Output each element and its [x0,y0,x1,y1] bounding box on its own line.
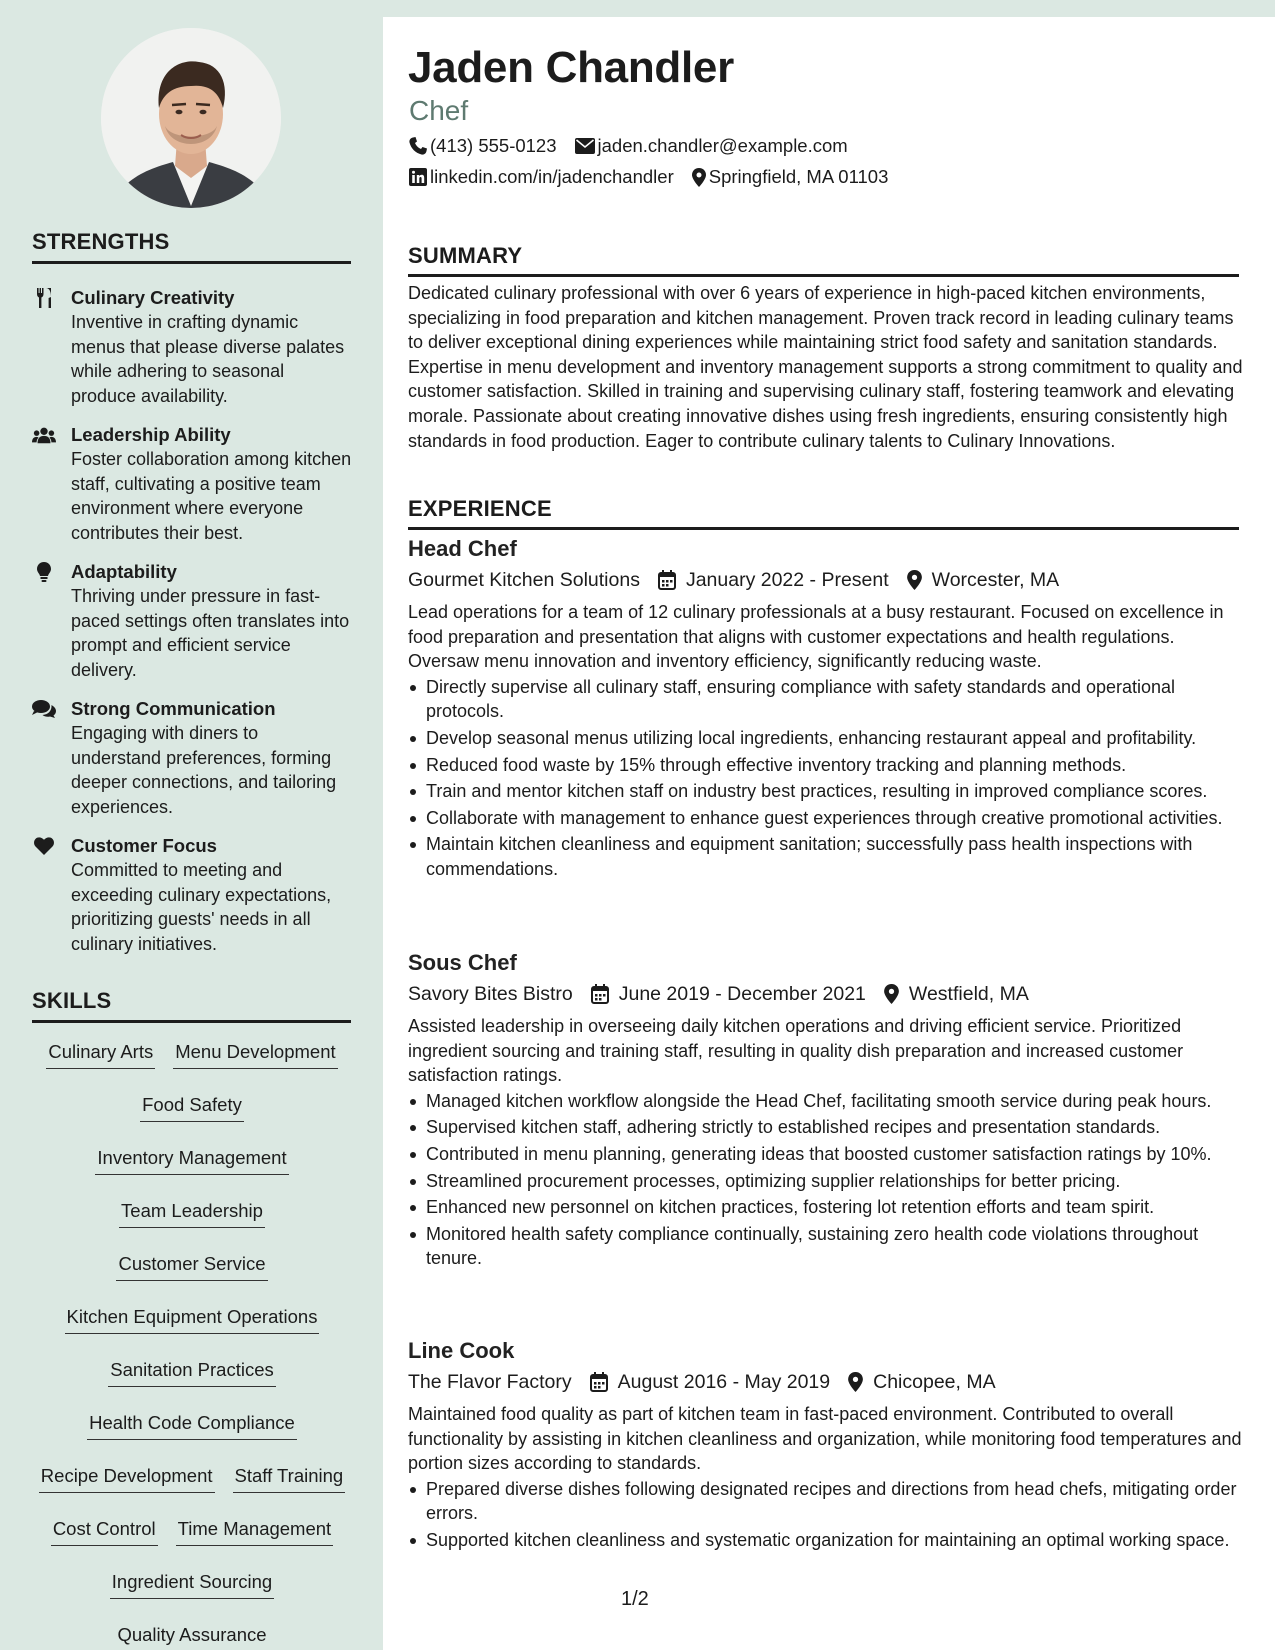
skill-tag: Menu Development [173,1040,337,1069]
linkedin-text[interactable]: linkedin.com/in/jadenchandler [430,166,674,187]
heart-icon [32,835,56,857]
candidate-name: Jaden Chandler [408,43,734,92]
job-dates [591,979,866,1009]
strength-title: Leadership Ability [71,424,231,445]
job-dates [658,565,889,595]
job-dates-text: August 2016 - May 2019 [617,1371,831,1393]
skill-tag: Sanitation Practices [108,1358,276,1387]
location-text: Springfield, MA 01103 [708,166,889,187]
bullet-item: Enhanced new personnel on kitchen practices, fostering lot retention efforts and team spirit. [408,1195,1243,1220]
skills-list [32,1040,352,1650]
email-text[interactable]: jaden.chandler@example.com [597,135,848,156]
job-company: Savory Bites Bistro [408,983,573,1005]
job-location-text: Chicopee, MA [873,1371,996,1393]
job-bullets [408,675,1243,882]
job-company: Gourmet Kitchen Solutions [408,569,640,591]
phone-contact [409,135,557,157]
job-title: Head Chef [408,536,517,561]
bullet-item: Maintain kitchen cleanliness and equipment sanitation; successfully pass health inspections with commendations. [408,832,1243,881]
strength-desc: Thriving under pressure in fast-paced settings often translates into prompt and efficient service delivery. [71,586,350,680]
bullet-item: Directly supervise all culinary staff, ensuring compliance with safety standards and operational protocols. [408,675,1243,724]
strengths-heading: STRENGTHS [32,229,351,264]
skill-tag: Quality Assurance [115,1623,268,1650]
job-location-text: Westfield, MA [908,983,1029,1005]
bullet-item: Supervised kitchen staff, adhering strictly to established recipes and presentation standards. [408,1115,1243,1140]
candidate-role: Chef [409,95,469,126]
job-description: Maintained food quality as part of kitchen team in fast-paced environment. Contributed to overall functionality by assisting in kitchen cleanliness and organization, while monitoring food temperatures and portion sizes according to standards. [408,1404,1242,1474]
sidebar [0,0,383,1650]
phone-icon [409,137,427,155]
skill-tag: Inventory Management [95,1146,288,1175]
skill-tag: Kitchen Equipment Operations [65,1305,320,1334]
bullet-item: Develop seasonal menus utilizing local ingredients, enhancing restaurant appeal and profitability. [408,726,1243,751]
strength-desc: Engaging with diners to understand preferences, forming deeper connections, and tailoring experiences. [71,723,337,817]
strength-desc: Committed to meeting and exceeding culinary expectations, prioritizing guests' needs in all culinary initiatives. [71,860,332,954]
skill-tag: Time Management [176,1517,334,1546]
job-description: Lead operations for a team of 12 culinary professionals at a busy restaurant. Focused on excellence in food preparation and presentation that aligns with customer expectations and health regulations. Oversaw menu innovation and inventory efficiency, significantly reducing waste. [408,602,1224,672]
bullet-item: Contributed in menu planning, generating ideas that boosted customer satisfaction ratings by 10%. [408,1142,1243,1167]
map-marker-icon [907,570,922,590]
bullet-item: Reduced food waste by 15% through effective inventory tracking and planning methods. [408,753,1243,778]
job-location-text: Worcester, MA [931,569,1060,591]
job-entry [408,948,1243,1273]
summary-text: Dedicated culinary professional with over 6 years of experience in high-paced kitchen environments, specializing in food preparation and kitchen management. Proven track record in leading culinary teams to deliver exceptional dining experiences while maintaining strict food safety and sanitation standards. Expertise in menu development and inventory management supports a strong commitment to quality and customer satisfaction. Skilled in training and supervising culinary staff, fostering teamwork and elevating morale. Passionate about creating innovative dishes using fresh ingredients, ensuring consistently high standards in food production. Eager to contribute culinary talents to Culinary Innovations. [408,283,1243,451]
strength-title: Strong Communication [71,698,276,719]
job-title: Sous Chef [408,950,517,975]
bullet-item: Managed kitchen workflow alongside the Head Chef, facilitating smooth service during peak hours. [408,1089,1243,1114]
strength-title: Adaptability [71,561,177,582]
job-location [907,565,1060,595]
job-meta [408,565,1243,595]
skill-tag: Health Code Compliance [87,1411,297,1440]
strength-desc: Foster collaboration among kitchen staff, cultivating a positive team environment where everyone contributes their best. [71,449,352,543]
linkedin-icon [409,168,427,186]
job-meta [408,979,1243,1009]
job-bullets [408,1089,1243,1271]
skill-tag: Team Leadership [119,1199,265,1228]
experience-heading: EXPERIENCE [408,496,1239,530]
skill-tag: Cost Control [51,1517,158,1546]
skill-tag: Customer Service [116,1252,267,1281]
skill-tag: Ingredient Sourcing [110,1570,274,1599]
linkedin-contact[interactable] [409,166,674,188]
bullet-item: Train and mentor kitchen staff on industry best practices, resulting in improved compliance scores. [408,779,1243,804]
job-entry [408,1336,1243,1555]
calendar-icon [591,984,609,1004]
summary-heading: SUMMARY [408,243,1239,277]
profile-photo [101,28,281,208]
job-dates-text: January 2022 - Present [685,569,889,591]
strength-desc: Inventive in crafting dynamic menus that please diverse palates while adhering to seasonal produce availability. [71,312,345,406]
strength-title: Customer Focus [71,835,217,856]
strength-item [32,834,352,956]
job-company: The Flavor Factory [408,1371,572,1393]
map-marker-icon [692,168,706,187]
job-location [884,979,1029,1009]
main-content [383,17,1275,1650]
bullet-item: Monitored health safety compliance continually, sustaining zero health code violations throughout tenure. [408,1222,1243,1271]
utensils-icon [32,287,56,309]
job-description: Assisted leadership in overseeing daily kitchen operations and driving efficient service. Prioritized ingredient sourcing and training staff, resulting in quality dish preparation and increased customer satisfaction ratings. [408,1016,1184,1086]
job-meta [408,1367,1243,1397]
contact-row-2 [409,166,906,188]
strength-item [32,560,352,682]
strength-item [32,423,352,545]
strengths-list [32,286,352,971]
job-dates [590,1367,830,1397]
calendar-icon [658,570,676,590]
bullet-item: Streamlined procurement processes, optimizing supplier relationships for better pricing. [408,1169,1243,1194]
strength-title: Culinary Creativity [71,287,235,308]
job-location [848,1367,995,1397]
bullet-item: Collaborate with management to enhance guest experiences through creative promotional activities. [408,806,1243,831]
contact-row [409,135,866,157]
email-contact[interactable] [575,135,848,157]
calendar-icon [590,1372,608,1392]
skill-tag: Culinary Arts [46,1040,155,1069]
bullet-item: Prepared diverse dishes following designated recipes and directions from head chefs, mitigating order errors. [408,1477,1243,1526]
comments-icon [32,698,56,720]
lightbulb-icon [32,561,56,583]
skill-tag: Staff Training [233,1464,346,1493]
job-entry [408,534,1243,884]
map-marker-icon [848,1372,863,1392]
job-bullets [408,1477,1243,1553]
skills-heading: SKILLS [32,988,351,1023]
bullet-item: Supported kitchen cleanliness and systematic organization for maintaining an optimal working space. [408,1528,1243,1553]
job-dates-text: June 2019 - December 2021 [618,983,866,1005]
map-marker-icon [884,984,899,1004]
strength-item [32,697,352,819]
users-icon [32,424,56,446]
phone-text: (413) 555-0123 [430,135,557,156]
envelope-icon [575,138,595,154]
strength-item [32,286,352,408]
page-number: 1/2 [621,1588,649,1610]
location-contact [692,166,889,188]
skill-tag: Food Safety [140,1093,244,1122]
job-title: Line Cook [408,1338,515,1363]
skill-tag: Recipe Development [39,1464,215,1493]
